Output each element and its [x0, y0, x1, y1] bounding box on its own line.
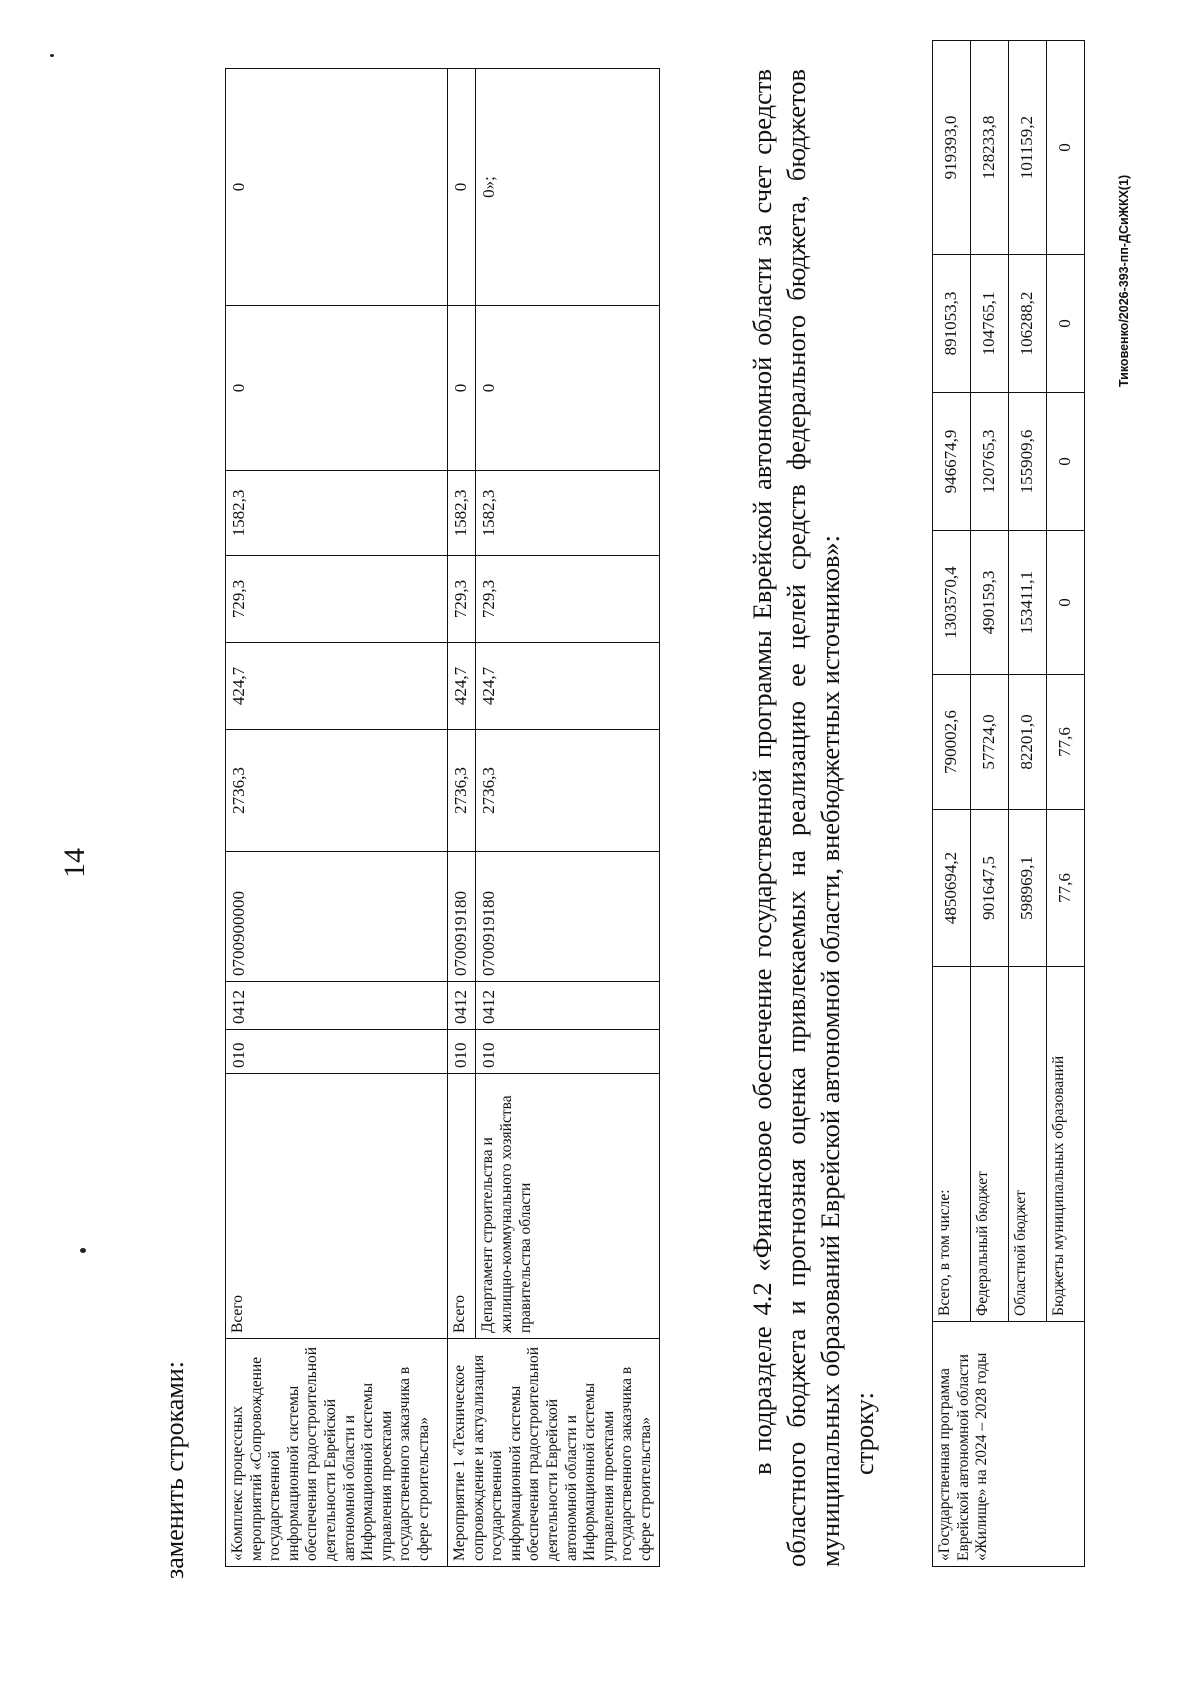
value-cell: 490159,3	[971, 531, 1009, 675]
value-cell: 729,3	[476, 556, 659, 643]
value-cell: 2736,3	[476, 730, 659, 852]
source-cell: Бюджеты муниципальных образований	[1047, 967, 1085, 1322]
value-cell: 4850694,2	[933, 810, 971, 967]
value-cell: 0	[226, 306, 448, 471]
value-cell: 919393,0	[933, 41, 971, 255]
value-cell: 946674,9	[933, 393, 971, 531]
grbs-cell: 010	[448, 1030, 476, 1074]
rzpr-cell: 0412	[476, 982, 659, 1030]
value-cell: 0	[1047, 41, 1085, 255]
value-cell: 57724,0	[971, 675, 1009, 810]
complex-name: «Комплекс процессных мероприятий «Сопровождение государственной информационной системы обеспечения градостроительной деятельности Еврейской автономной области и Информационной системы управления проектами государственного заказчика в сфере строительства»	[226, 1339, 448, 1567]
lead-text: заменить строками:	[160, 1361, 189, 1579]
value-cell: 424,7	[476, 643, 659, 730]
rzpr-cell: 0412	[226, 982, 448, 1030]
table-row	[226, 69, 448, 1567]
scan-speck	[50, 54, 54, 57]
funding-table	[932, 40, 1085, 1567]
program-name: «Государственная программа Еврейской автономной области «Жилище» на 2024 – 2028 годы	[933, 1322, 1085, 1567]
source-cell: Областной бюджет	[1009, 967, 1047, 1322]
value-cell: 901647,5	[971, 810, 1009, 967]
value-cell: 155909,6	[1009, 393, 1047, 531]
value-cell: 0	[448, 306, 476, 471]
executor-cell: Всего	[226, 1074, 448, 1339]
value-cell: 891053,3	[933, 255, 971, 393]
value-cell: 120765,3	[971, 393, 1009, 531]
value-cell: 1303570,4	[933, 531, 971, 675]
measure-name: Мероприятие 1 «Техническое сопровождение и актуализация государственной информационной системы обеспечения градостроительной деятельности Еврейской автономной области и Информационной системы управления проектами государственного заказчика в сфере строительства»	[448, 1339, 660, 1567]
value-cell: 0	[1047, 393, 1085, 531]
value-cell: 0»;	[476, 69, 659, 306]
value-cell: 77,6	[1047, 810, 1085, 967]
value-cell: 2736,3	[226, 730, 448, 852]
source-cell: Федеральный бюджет	[971, 967, 1009, 1322]
value-cell: 1582,3	[226, 471, 448, 556]
value-cell: 0	[1047, 531, 1085, 675]
value-cell: 729,3	[448, 556, 476, 643]
value-cell: 1582,3	[476, 471, 659, 556]
table-row	[448, 69, 476, 1567]
grbs-cell: 010	[226, 1030, 448, 1074]
document-footer: Тиковенко/2026-393-пп-ДСиЖКХ(1)	[1117, 174, 1131, 387]
page-number: 14	[58, 848, 91, 878]
paragraph-end: строку:	[849, 1392, 879, 1475]
value-cell: 77,6	[1047, 675, 1085, 810]
value-cell: 1582,3	[448, 471, 476, 556]
value-cell: 104765,1	[971, 255, 1009, 393]
value-cell: 106288,2	[1009, 255, 1047, 393]
paragraph-text: в подразделе 4.2 «Финансовое обеспечение государственной программы Еврейской автономной области за счет средств областного бюджета и прогнозная оценка привлекаемых на реализацию ее целей средств федерального бюджета, бюджетов муниципальных образований Еврейской автономной области, внебюджетных источников»:	[747, 69, 845, 1567]
executor-cell: Департамент строительства и жилищно-коммунального хозяйства правительства области	[476, 1074, 659, 1339]
scan-speck	[80, 1248, 86, 1253]
csr-cell: 0700919180	[476, 852, 659, 982]
value-cell: 0	[476, 306, 659, 471]
value-cell: 424,7	[226, 643, 448, 730]
csr-cell: 0700900000	[226, 852, 448, 982]
value-cell: 82201,0	[1009, 675, 1047, 810]
value-cell: 790002,6	[933, 675, 971, 810]
table-row	[933, 41, 971, 1567]
csr-cell: 0700919180	[448, 852, 476, 982]
value-cell: 101159,2	[1009, 41, 1047, 255]
value-cell: 128233,8	[971, 41, 1009, 255]
executor-cell: Всего	[448, 1074, 476, 1339]
value-cell: 0	[226, 69, 448, 306]
value-cell: 424,7	[448, 643, 476, 730]
amendment-paragraph	[745, 69, 881, 1567]
rzpr-cell: 0412	[448, 982, 476, 1030]
value-cell: 729,3	[226, 556, 448, 643]
grbs-cell: 010	[476, 1030, 659, 1074]
value-cell: 0	[1047, 255, 1085, 393]
value-cell: 153411,1	[1009, 531, 1047, 675]
value-cell: 0	[448, 69, 476, 306]
value-cell: 598969,1	[1009, 810, 1047, 967]
value-cell: 2736,3	[448, 730, 476, 852]
expenditure-table	[225, 68, 660, 1567]
source-cell: Всего, в том числе:	[933, 967, 971, 1322]
